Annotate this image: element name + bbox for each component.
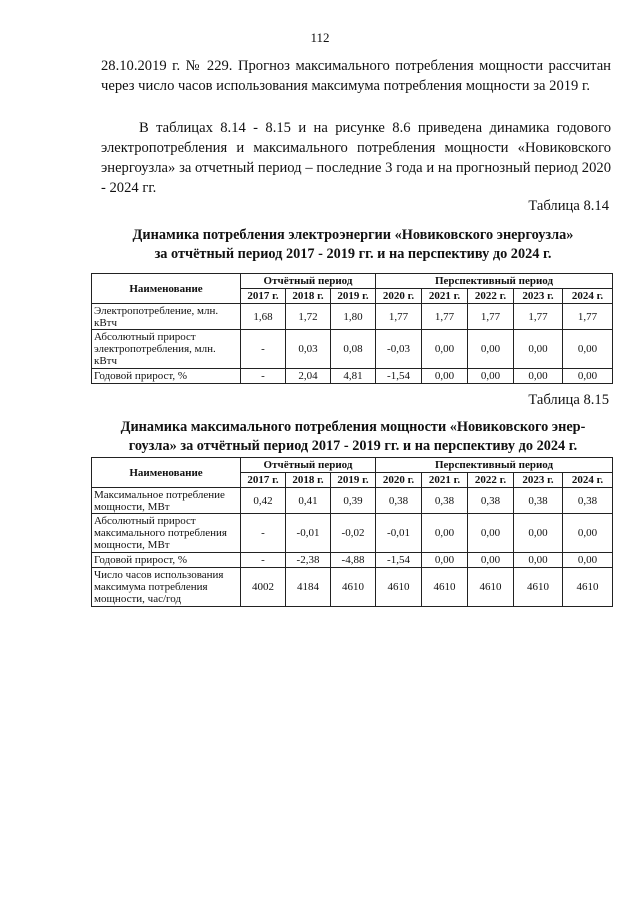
cell-value: -: [241, 514, 286, 553]
cell-value: 0,38: [563, 488, 613, 514]
cell-value: 4,81: [331, 369, 376, 384]
paragraph-tables-intro: В таблицах 8.14 - 8.15 и на рисунке 8.6 приведена динамика годового электропотребления и максимального потребления мощности «Новиковского энергоузла» за отчетный период – последние 3 года и на прогнозный период 2020 - 2024 гг.: [101, 120, 611, 196]
paragraph-forecast-method: 28.10.2019 г. № 229. Прогноз максимального потребления мощности рассчитан через число часов использования максимума потребления мощности за 2019 г.: [101, 58, 611, 94]
header-year: 2021 г.: [422, 289, 468, 304]
row-name: Электропотребление, млн. кВтч: [92, 304, 241, 330]
cell-value: 0,00: [468, 330, 514, 369]
cell-value: 4610: [468, 568, 514, 607]
cell-value: 1,77: [376, 304, 422, 330]
header-forecast-period: Перспективный период: [376, 274, 613, 289]
cell-value: -: [241, 553, 286, 568]
row-name: Абсолютный прирост электропотребления, млн. кВтч: [92, 330, 241, 369]
header-year: 2018 г.: [286, 289, 331, 304]
cell-value: 0,00: [422, 553, 468, 568]
table-8-15-title: [91, 418, 615, 456]
cell-value: 1,77: [468, 304, 514, 330]
table-8-14: [91, 273, 613, 384]
table-8-14-title-line1: Динамика потребления электроэнергии «Новиковского энергоузла»: [132, 227, 574, 243]
header-year: 2017 г.: [241, 473, 286, 488]
header-name: Наименование: [92, 274, 241, 304]
table-row: [92, 304, 613, 330]
cell-value: 0,03: [286, 330, 331, 369]
header-year: 2021 г.: [422, 473, 468, 488]
cell-value: -: [241, 330, 286, 369]
header-year: 2017 г.: [241, 289, 286, 304]
header-year: 2022 г.: [468, 473, 514, 488]
cell-value: -2,38: [286, 553, 331, 568]
row-name: Максимальное потребление мощности, МВт: [92, 488, 241, 514]
cell-value: 0,38: [514, 488, 563, 514]
cell-value: 4002: [241, 568, 286, 607]
cell-value: 1,77: [422, 304, 468, 330]
table-8-15: [91, 457, 613, 607]
cell-value: 0,00: [514, 553, 563, 568]
table-row: [92, 488, 613, 514]
cell-value: 4610: [422, 568, 468, 607]
cell-value: 0,00: [422, 369, 468, 384]
cell-value: 0,00: [468, 369, 514, 384]
table-8-15-title-line1: Динамика максимального потребления мощности «Новиковского энер-: [120, 419, 586, 435]
cell-value: 4610: [331, 568, 376, 607]
cell-value: 0,00: [468, 553, 514, 568]
cell-value: 0,08: [331, 330, 376, 369]
cell-value: 0,00: [563, 369, 613, 384]
header-report-period: Отчётный период: [241, 458, 376, 473]
cell-value: 0,00: [468, 514, 514, 553]
cell-value: -4,88: [331, 553, 376, 568]
cell-value: 0,41: [286, 488, 331, 514]
cell-value: 0,38: [468, 488, 514, 514]
cell-value: 0,00: [563, 514, 613, 553]
cell-value: 2,04: [286, 369, 331, 384]
cell-value: 0,00: [514, 514, 563, 553]
cell-value: 4184: [286, 568, 331, 607]
cell-value: -0,03: [376, 330, 422, 369]
cell-value: 0,00: [514, 330, 563, 369]
header-year: 2019 г.: [331, 289, 376, 304]
cell-value: 0,00: [563, 330, 613, 369]
cell-value: 0,00: [422, 514, 468, 553]
header-name: Наименование: [92, 458, 241, 488]
cell-value: -: [241, 369, 286, 384]
table-header-row: [92, 274, 613, 289]
table-8-15-caption: Таблица 8.15: [528, 392, 609, 408]
cell-value: 4610: [514, 568, 563, 607]
table-8-14-caption: Таблица 8.14: [528, 198, 609, 214]
header-year: 2019 г.: [331, 473, 376, 488]
header-year: 2023 г.: [514, 289, 563, 304]
cell-value: -0,01: [286, 514, 331, 553]
table-row: [92, 514, 613, 553]
cell-value: -0,01: [376, 514, 422, 553]
cell-value: -1,54: [376, 369, 422, 384]
cell-value: 4610: [376, 568, 422, 607]
header-forecast-period: Перспективный период: [376, 458, 613, 473]
header-year: 2024 г.: [563, 289, 613, 304]
header-year: 2022 г.: [468, 289, 514, 304]
cell-value: 0,38: [376, 488, 422, 514]
cell-value: 0,00: [514, 369, 563, 384]
page-number: 112: [310, 30, 330, 45]
cell-value: 1,80: [331, 304, 376, 330]
header-report-period: Отчётный период: [241, 274, 376, 289]
table-8-15-title-line2: гоузла» за отчётный период 2017 - 2019 гг. и на перспективу до 2024 г.: [128, 438, 578, 454]
cell-value: 0,39: [331, 488, 376, 514]
cell-value: 0,00: [563, 553, 613, 568]
table-row: [92, 568, 613, 607]
table-header-row: [92, 458, 613, 473]
row-name: Число часов использования максимума потребления мощности, час/год: [92, 568, 241, 607]
row-name: Годовой прирост, %: [92, 553, 241, 568]
cell-value: 0,38: [422, 488, 468, 514]
header-year: 2018 г.: [286, 473, 331, 488]
cell-value: -0,02: [331, 514, 376, 553]
header-year: 2020 г.: [376, 289, 422, 304]
table-8-14-title: [91, 226, 615, 264]
table-row: [92, 553, 613, 568]
row-name: Абсолютный прирост максимального потребления мощности, МВт: [92, 514, 241, 553]
header-year: 2023 г.: [514, 473, 563, 488]
cell-value: 1,72: [286, 304, 331, 330]
cell-value: 0,42: [241, 488, 286, 514]
cell-value: 1,77: [563, 304, 613, 330]
cell-value: -1,54: [376, 553, 422, 568]
table-8-14-title-line2: за отчётный период 2017 - 2019 гг. и на перспективу до 2024 г.: [154, 246, 552, 262]
cell-value: 4610: [563, 568, 613, 607]
cell-value: 1,68: [241, 304, 286, 330]
table-row: [92, 369, 613, 384]
row-name: Годовой прирост, %: [92, 369, 241, 384]
cell-value: 0,00: [422, 330, 468, 369]
header-year: 2020 г.: [376, 473, 422, 488]
header-year: 2024 г.: [563, 473, 613, 488]
table-row: [92, 330, 613, 369]
cell-value: 1,77: [514, 304, 563, 330]
